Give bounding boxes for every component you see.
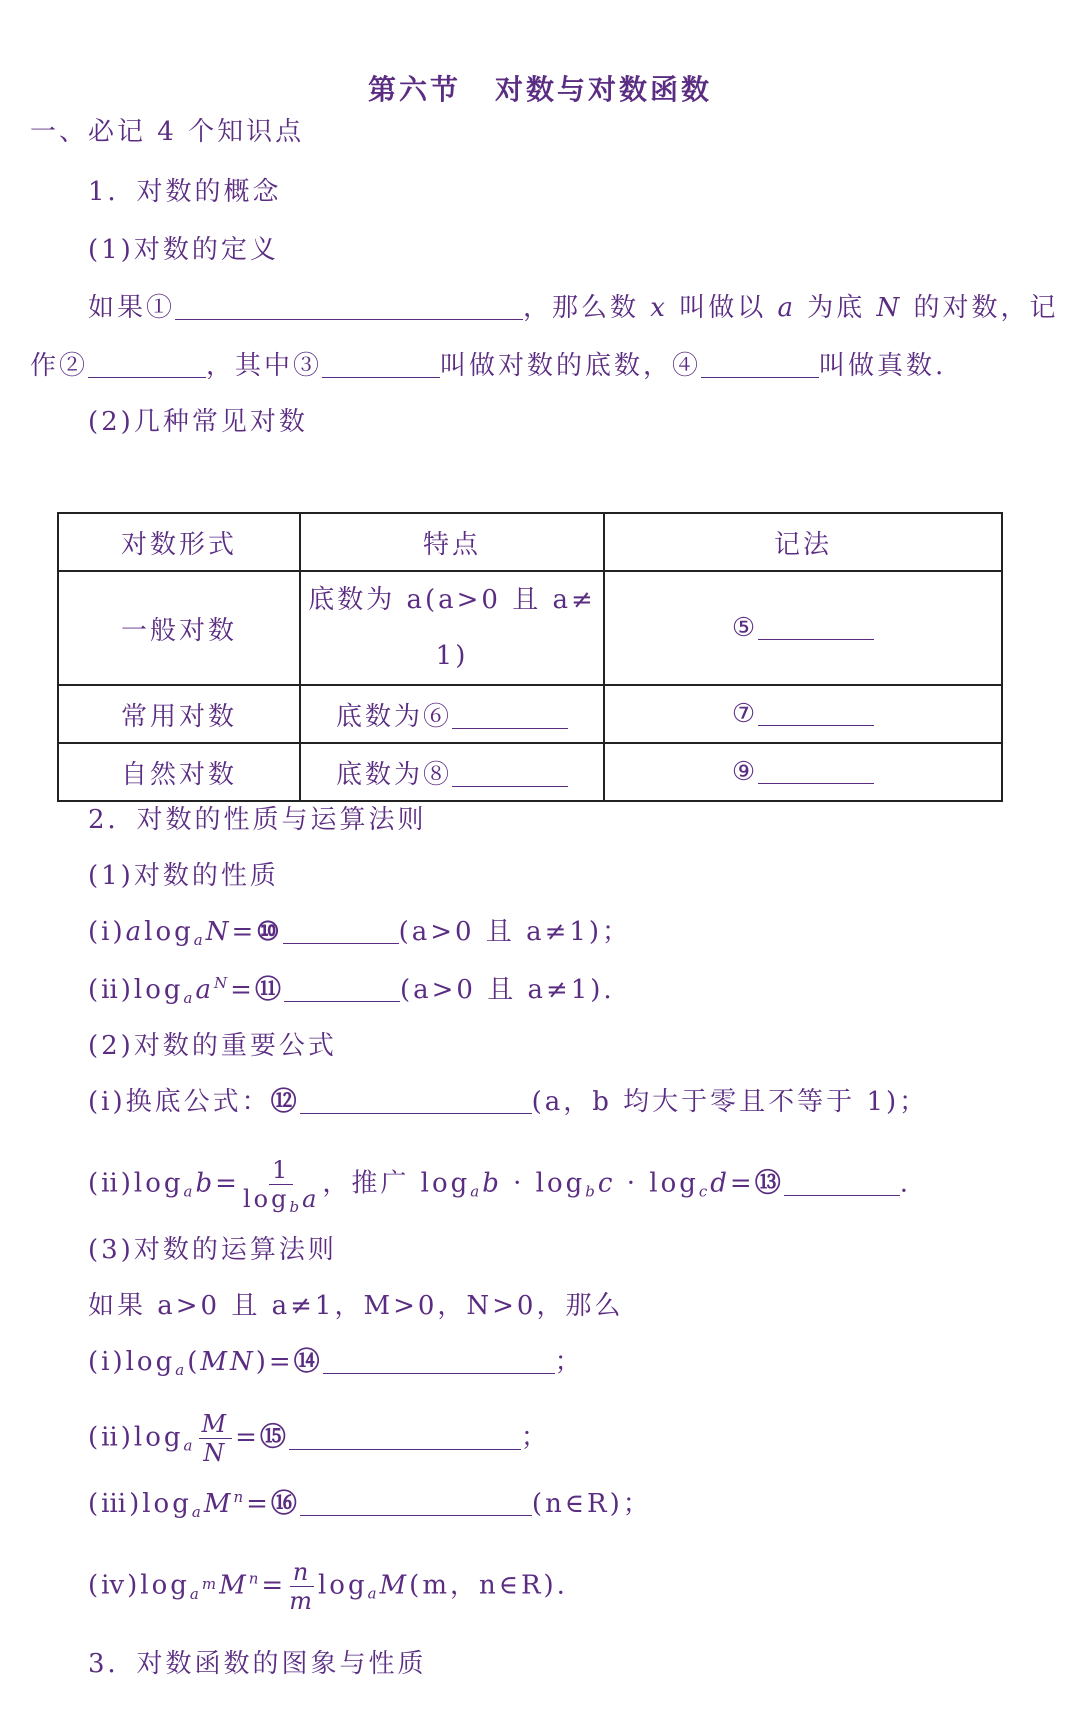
table-cell-feature: 底数为 a(a>0 且 a≠ 1) [300,571,604,685]
blank-11 [284,975,400,1002]
heading-operation-rules: (3)对数的运算法则 [88,1235,337,1265]
rule-conditions: 如果 a>0 且 a≠1，M>0，N>0，那么 [88,1291,624,1321]
blank-9 [758,757,874,784]
fraction: $\frac{M}{N}$ [199,1412,233,1465]
table-row [58,571,1002,685]
heading-common-logs: (2)几种常见对数 [88,407,308,437]
blank-14 [323,1347,555,1374]
blank-2 [88,351,206,378]
table-cell-feature: 底数为⑥ [300,685,604,743]
rule-2: $(ⅱ)\log_a$ $\frac{M}{N}$ =⑮ ； [88,1410,550,1467]
table-row [58,685,1002,743]
blank-4 [701,351,819,378]
formula-reciprocal: $(ⅱ)\log_ab=$ $\frac{1}{\log_ba}$ ，推广 $\log_ab \cdot \log_bc$ · $\log_cd=⑬$ . [88,1156,911,1216]
blank-6 [452,702,568,729]
heading-properties: (1)对数的性质 [88,861,279,891]
heading-log-concept: 1．对数的概念 [88,177,282,207]
fraction: $\frac{n}{m}$ [289,1558,315,1615]
table-cell-notation: ⑦ [604,685,1002,743]
blank-5 [758,613,874,640]
heading-formulas: (2)对数的重要公式 [88,1031,337,1061]
blank-10 [283,917,399,944]
blank-12 [300,1087,532,1114]
blank-7 [758,699,874,726]
table-header-row [58,513,1002,571]
heading-knowledge-points: 一、必记 4 个知识点 [30,117,305,147]
heading-properties-rules: 2．对数的性质与运算法则 [88,805,427,835]
fraction: $\frac{1}{\log_ba}$ [242,1156,320,1216]
definition-line-1: 如果① ，那么数 x 叫做以 a 为底 N 的对数，记 [88,293,1059,323]
rule-4: $(ⅳ)\log_{a^m}M^n=$ $\frac{n}{m}$ $\log_aM(m$，n∈R). [88,1558,568,1615]
heading-log-function: 3．对数函数的图象与性质 [88,1649,427,1679]
blank-8 [452,760,568,787]
table-cell-form: 自然对数 [58,743,300,801]
table-cell-notation: ⑤ [604,571,1002,685]
blank-16 [300,1489,532,1516]
log-types-table [57,512,1003,802]
definition-line-2: 作② ，其中③ 叫做对数的底数，④ 叫做真数. [30,351,947,381]
page-title [0,68,1080,108]
table-cell-notation: ⑨ [604,743,1002,801]
rule-3: $(ⅲ)\log_aM^n=⑯$ (n∈R)； [88,1488,652,1521]
section-topic: 对数与对数函数 [495,73,713,106]
property-1: (ⅰ)alog$_a$N=⑩ (a>0 且 a≠1)； [88,917,632,949]
blank-13 [784,1169,900,1196]
formula-change-of-base: (ⅰ)换底公式：⑫ (a，b 均大于零且不等于 1)； [88,1087,929,1117]
table-header-cell: 记法 [604,513,1002,571]
blank-1 [175,293,523,320]
table-cell-form: 一般对数 [58,571,300,685]
blank-3 [322,351,440,378]
table-row [58,743,1002,801]
blank-15 [289,1423,521,1450]
table-header-cell: 对数形式 [58,513,300,571]
heading-log-definition: (1)对数的定义 [88,235,279,265]
table-header-cell: 特点 [300,513,604,571]
table-cell-form: 常用对数 [58,685,300,743]
section-number: 第六节 [367,73,461,106]
rule-1: $(ⅰ)\log_a(MN)=⑭$ ； [88,1347,584,1379]
table-cell-feature: 底数为⑧ [300,743,604,801]
property-2: $(ⅱ)\log_aa^N=⑪$ (a>0 且 a≠1). [88,974,615,1007]
